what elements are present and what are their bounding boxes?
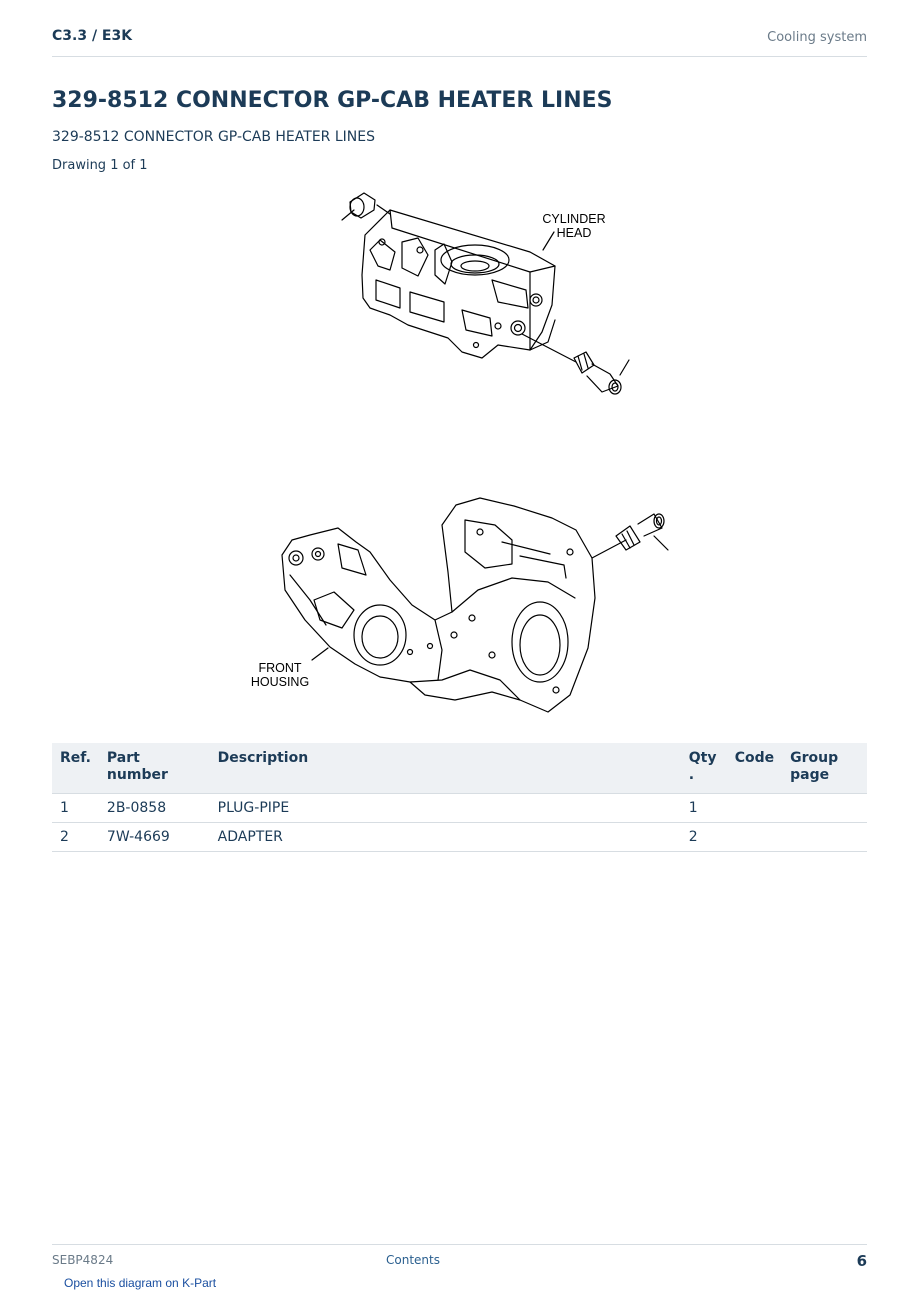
col-header-description: Description xyxy=(210,743,681,794)
open-kpart-link[interactable]: Open this diagram on K-Part xyxy=(64,1276,217,1290)
cell-qty: 2 xyxy=(681,823,727,852)
cell-part-number: 7W-4669 xyxy=(99,823,210,852)
col-header-code: Code xyxy=(727,743,782,794)
cylinder-head-label: CYLINDER xyxy=(542,212,606,226)
cell-code xyxy=(727,823,782,852)
cell-group-page xyxy=(782,823,867,852)
cell-ref: 2 xyxy=(52,823,99,852)
model-label: C3.3 / E3K xyxy=(52,28,133,44)
cell-description: PLUG-PIPE xyxy=(210,794,681,823)
front-housing-drawing xyxy=(282,498,668,712)
parts-diagram xyxy=(230,180,690,725)
cell-code xyxy=(727,794,782,823)
cylinder-head-label-2: HEAD xyxy=(556,226,592,240)
cell-group-page xyxy=(782,794,867,823)
table-header-row xyxy=(52,743,867,794)
cell-description: ADAPTER xyxy=(210,823,681,852)
drawing-count: Drawing 1 of 1 xyxy=(52,158,148,173)
page-subtitle: 329-8512 CONNECTOR GP-CAB HEATER LINES xyxy=(52,129,375,145)
contents-link[interactable]: Contents xyxy=(386,1253,440,1267)
document-id: SEBP4824 xyxy=(52,1253,114,1267)
col-header-part-number: Part number xyxy=(99,743,210,794)
col-header-ref: Ref. xyxy=(52,743,99,794)
cell-ref: 1 xyxy=(52,794,99,823)
col-header-group-page: Group page xyxy=(782,743,867,794)
col-header-qty: Qty . xyxy=(681,743,727,794)
page-title: 329-8512 CONNECTOR GP-CAB HEATER LINES xyxy=(52,88,613,113)
cell-qty: 1 xyxy=(681,794,727,823)
table-row xyxy=(52,794,867,823)
page-header xyxy=(52,28,867,57)
cell-part-number: 2B-0858 xyxy=(99,794,210,823)
front-housing-label: FRONT xyxy=(258,661,302,675)
parts-table xyxy=(52,743,867,852)
page-number: 6 xyxy=(856,1252,867,1270)
section-label: Cooling system xyxy=(767,30,867,45)
footer-divider xyxy=(52,1244,867,1245)
front-housing-label-2: HOUSING xyxy=(250,675,310,689)
table-row xyxy=(52,823,867,852)
